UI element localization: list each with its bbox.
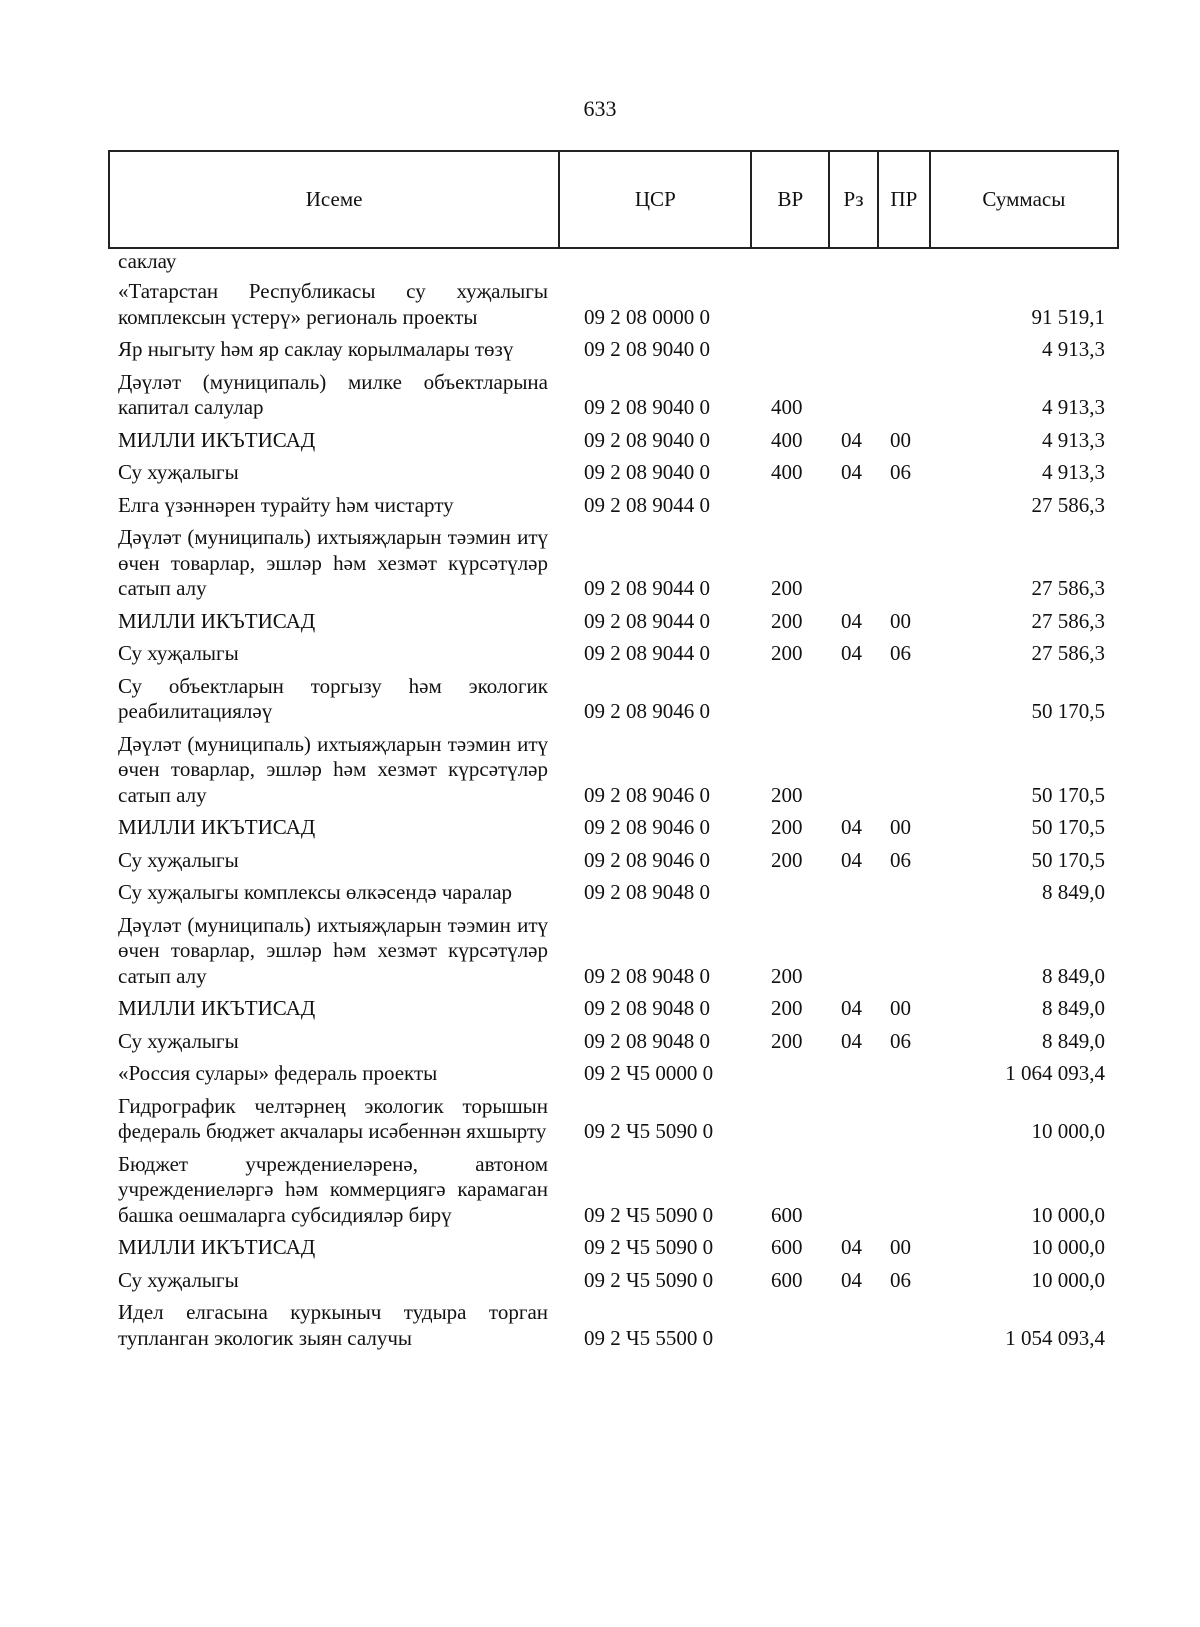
cell-sum: 4 913,3 <box>1042 460 1105 484</box>
table-row <box>108 1094 1119 1145</box>
cell-rz: 04 <box>841 1235 862 1259</box>
cell-vr: 200 <box>771 815 803 839</box>
header-sum: Суммасы <box>982 187 1066 211</box>
header-pr: ПР <box>879 152 931 247</box>
page-number: 633 <box>583 96 617 121</box>
cell-csr: 09 2 08 9044 0 <box>584 608 710 633</box>
cell-rz: 04 <box>841 1028 862 1053</box>
table-row <box>108 1235 1119 1261</box>
cell-name: МИЛЛИ ИКЪТИСАД <box>118 815 316 839</box>
cell-csr: 09 2 08 9044 0 <box>584 576 710 600</box>
cell-name: Бюджет учреждениеләренә, автоном учреждениеләргә һәм коммерциягә карамаган башка оешмаларга субсидияләр бирү <box>118 1151 548 1227</box>
cell-pr: 06 <box>890 847 911 872</box>
cell-name: Гидрографик челтәрнең экологик торышын федераль бюджет акчалары исәбеннән яхшырту <box>118 1093 548 1143</box>
cell-csr: 09 2 08 9048 0 <box>584 996 710 1020</box>
cell-pr: 00 <box>890 1235 911 1259</box>
table-row <box>108 1300 1119 1351</box>
cell-csr: 09 2 08 9046 0 <box>584 815 710 839</box>
cell-name: саклау <box>118 249 177 273</box>
cell-csr: 09 2 Ч5 5500 0 <box>584 1325 714 1350</box>
header-name: Исеме <box>110 152 560 247</box>
table-row <box>108 525 1119 602</box>
cell-pr: 06 <box>890 641 911 665</box>
cell-sum: 27 586,3 <box>1031 608 1105 633</box>
cell-pr: 06 <box>890 1028 911 1053</box>
cell-vr: 200 <box>771 1028 803 1053</box>
cell-rz: 04 <box>841 847 862 872</box>
table-row <box>108 913 1119 990</box>
cell-csr: 09 2 08 0000 0 <box>584 304 710 329</box>
cell-name: Идел елгасына куркыныч тудыра торган тупланган экологик зыян салучы <box>118 1300 548 1350</box>
cell-sum: 8 849,0 <box>1042 996 1105 1020</box>
cell-sum: 50 170,5 <box>1031 782 1105 807</box>
table-row <box>108 493 1119 519</box>
cell-rz: 04 <box>841 815 862 839</box>
cell-csr: 09 2 08 9040 0 <box>584 460 710 484</box>
cell-pr: 00 <box>890 608 911 633</box>
table-row <box>108 674 1119 725</box>
cell-vr: 600 <box>771 1235 803 1259</box>
cell-name: МИЛЛИ ИКЪТИСАД <box>118 996 316 1020</box>
cell-name: Су хуҗалыгы <box>118 641 239 665</box>
cell-sum: 4 913,3 <box>1042 427 1105 452</box>
cell-pr: 00 <box>890 815 911 839</box>
cell-vr: 600 <box>771 1267 803 1292</box>
cell-vr: 200 <box>771 782 803 807</box>
table-row <box>108 732 1119 809</box>
cell-sum: 8 849,0 <box>1042 963 1105 988</box>
cell-rz: 04 <box>841 1267 862 1292</box>
cell-name: Су хуҗалыгы <box>118 1267 239 1292</box>
cell-name: Су хуҗалыгы <box>118 460 239 484</box>
cell-csr: 09 2 08 9046 0 <box>584 847 710 872</box>
cell-csr: 09 2 08 9046 0 <box>584 699 710 723</box>
cell-rz: 04 <box>841 460 862 484</box>
table-row <box>108 460 1119 486</box>
cell-rz: 04 <box>841 427 862 452</box>
cell-csr: 09 2 08 9040 0 <box>584 427 710 452</box>
cell-vr: 400 <box>771 460 803 484</box>
table-header <box>108 150 1119 249</box>
table-row <box>108 250 1119 272</box>
table-row <box>108 370 1119 421</box>
cell-name: МИЛЛИ ИКЪТИСАД <box>118 608 316 633</box>
cell-sum: 10 000,0 <box>1031 1202 1105 1227</box>
cell-sum: 50 170,5 <box>1031 847 1105 872</box>
cell-vr: 200 <box>771 576 803 600</box>
cell-name: Яр ныгыту һәм яр саклау корылмалары төзү <box>118 337 514 361</box>
cell-vr: 400 <box>771 427 803 452</box>
cell-csr: 09 2 Ч5 5090 0 <box>584 1202 714 1227</box>
cell-vr: 200 <box>771 996 803 1020</box>
cell-csr: 09 2 08 9040 0 <box>584 395 710 419</box>
cell-name: МИЛЛИ ИКЪТИСАД <box>118 427 316 452</box>
cell-csr: 09 2 08 9048 0 <box>584 1028 710 1053</box>
cell-vr: 200 <box>771 963 803 988</box>
cell-name: Дәүләт (муниципаль) ихтыяҗларын тәэмин итү өчен товарлар, эшләр һәм хезмәт күрсәтүләр сатып алу <box>118 912 548 988</box>
cell-csr: 09 2 Ч5 5090 0 <box>584 1119 714 1143</box>
cell-sum: 27 586,3 <box>1031 641 1105 665</box>
cell-name: МИЛЛИ ИКЪТИСАД <box>118 1235 316 1259</box>
cell-csr: 09 2 08 9046 0 <box>584 782 710 807</box>
cell-rz: 04 <box>841 996 862 1020</box>
table-row <box>108 1268 1119 1294</box>
table-row <box>108 1061 1119 1087</box>
cell-pr: 06 <box>890 460 911 484</box>
cell-sum: 27 586,3 <box>1031 576 1105 600</box>
cell-vr: 600 <box>771 1202 803 1227</box>
cell-sum: 1 054 093,4 <box>1005 1325 1105 1350</box>
cell-sum: 4 913,3 <box>1042 395 1105 419</box>
table-row <box>108 815 1119 841</box>
cell-name: Дәүләт (муниципаль) ихтыяҗларын тәэмин итү өчен товарлар, эшләр һәм хезмәт күрсәтүләр сатып алу <box>118 731 548 807</box>
cell-sum: 1 064 093,4 <box>1005 1061 1105 1085</box>
cell-csr: 09 2 Ч5 5090 0 <box>584 1235 714 1259</box>
cell-sum: 8 849,0 <box>1042 1028 1105 1053</box>
cell-vr: 200 <box>771 641 803 665</box>
cell-csr: 09 2 08 9040 0 <box>584 337 710 361</box>
header-csr: ЦСР <box>560 152 752 247</box>
cell-csr: 09 2 08 9044 0 <box>584 641 710 665</box>
cell-name: Су объектларын торгызу һәм экологик реабилитацияләү <box>118 673 548 723</box>
cell-name: Елга үзәннәрен турайту һәм чистарту <box>118 492 454 517</box>
cell-sum: 27 586,3 <box>1031 492 1105 517</box>
table-row <box>108 996 1119 1022</box>
table-row <box>108 848 1119 874</box>
cell-sum: 8 849,0 <box>1042 880 1105 904</box>
cell-sum: 50 170,5 <box>1031 699 1105 723</box>
cell-name: Су хуҗалыгы <box>118 847 239 872</box>
cell-pr: 00 <box>890 427 911 452</box>
table-row <box>108 1029 1119 1055</box>
table-row <box>108 880 1119 906</box>
table-row <box>108 641 1119 667</box>
cell-name: Су хуҗалыгы <box>118 1028 239 1053</box>
cell-name: «Татарстан Республикасы су хуҗалыгы комплексын үстерү» региональ проекты <box>118 279 548 329</box>
cell-sum: 10 000,0 <box>1031 1119 1105 1143</box>
cell-rz: 04 <box>841 641 862 665</box>
cell-name: Дәүләт (муниципаль) милке объектларына капитал салулар <box>118 369 548 419</box>
cell-pr: 00 <box>890 996 911 1020</box>
cell-vr: 200 <box>771 608 803 633</box>
table-body <box>108 250 1119 1351</box>
cell-sum: 10 000,0 <box>1031 1235 1105 1259</box>
cell-name: Дәүләт (муниципаль) ихтыяҗларын тәэмин итү өчен товарлар, эшләр һәм хезмәт күрсәтүләр сатып алу <box>118 525 548 600</box>
cell-vr: 200 <box>771 847 803 872</box>
table-row <box>108 428 1119 454</box>
cell-vr: 400 <box>771 395 803 419</box>
cell-name: «Россия сулары» федераль проекты <box>118 1061 438 1085</box>
cell-csr: 09 2 08 9048 0 <box>584 880 710 904</box>
table-row <box>108 337 1119 363</box>
cell-sum: 10 000,0 <box>1031 1267 1105 1292</box>
cell-rz: 04 <box>841 608 862 633</box>
cell-pr: 06 <box>890 1267 911 1292</box>
table-row <box>108 609 1119 635</box>
cell-sum: 91 519,1 <box>1031 304 1105 329</box>
cell-csr: 09 2 Ч5 5090 0 <box>584 1267 714 1292</box>
header-vr: ВР <box>752 152 830 247</box>
cell-csr: 09 2 Ч5 0000 0 <box>584 1061 714 1085</box>
cell-csr: 09 2 08 9044 0 <box>584 492 710 517</box>
cell-name: Су хуҗалыгы комплексы өлкәсендә чаралар <box>118 880 513 904</box>
header-rz: Рз <box>830 152 879 247</box>
table-row <box>108 1152 1119 1229</box>
cell-sum: 4 913,3 <box>1042 337 1105 361</box>
cell-sum: 50 170,5 <box>1031 815 1105 839</box>
cell-csr: 09 2 08 9048 0 <box>584 963 710 988</box>
table-row <box>108 279 1119 330</box>
